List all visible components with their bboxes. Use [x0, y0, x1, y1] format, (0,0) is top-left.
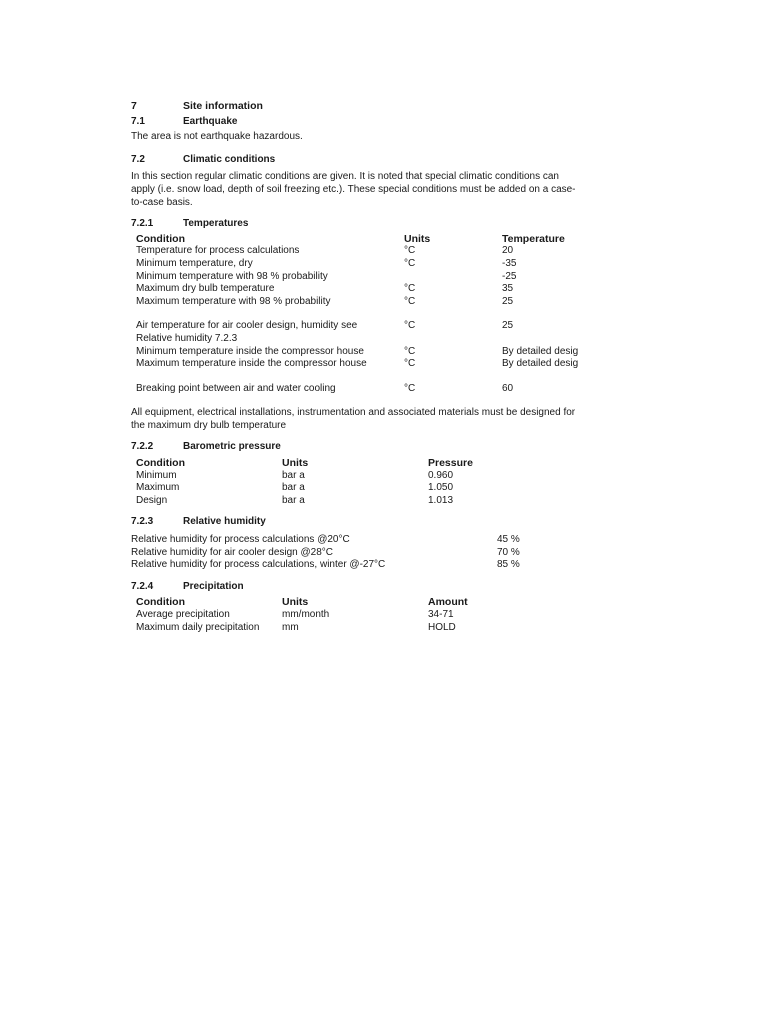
table-header: [136, 596, 601, 609]
table-cell: HOLD: [428, 621, 456, 633]
table-cell: 20: [502, 245, 514, 257]
section-number: 7: [131, 100, 137, 112]
humidity-table: [131, 534, 601, 572]
table-cell: Maximum temperature inside the compressor house: [136, 358, 367, 370]
table-cell: Minimum: [136, 469, 177, 481]
header-cell: Condition: [136, 232, 185, 245]
section-7-2-heading: [131, 154, 601, 167]
table-cell: 1.013: [428, 494, 454, 506]
section-number: 7.2.1: [131, 218, 154, 230]
table-cell: 45 %: [497, 534, 520, 546]
section-number: 7.2: [131, 153, 145, 165]
table-cell: Design: [136, 494, 168, 506]
table-cell: 25: [502, 295, 514, 307]
section-title: Precipitation: [183, 580, 244, 592]
header-cell: Units: [282, 596, 309, 609]
table-cell: Maximum dry bulb temperature: [136, 283, 275, 295]
table-cell: Average precipitation: [136, 609, 230, 620]
table-cell: Minimum temperature with 98 % probability: [136, 270, 328, 282]
temperature-note: All equipment, electrical installations, instrumentation and associated materials must be designed for the maximum dry bulb temperature: [131, 407, 576, 431]
table-cell: °C: [404, 382, 416, 394]
table-cell: mm: [282, 621, 299, 633]
section-title: Temperatures: [183, 218, 249, 230]
table-cell: By detailed desig: [502, 358, 579, 370]
header-cell: Units: [404, 232, 431, 245]
table-cell: 0.960: [428, 469, 454, 481]
section-number: 7.1: [131, 115, 145, 127]
section-7-2-4-heading: [131, 581, 601, 594]
header-cell: Amount: [428, 596, 468, 609]
table-cell: °C: [404, 295, 416, 307]
header-cell: Condition: [136, 457, 185, 470]
table-cell: Breaking point between air and water cooling: [136, 382, 336, 394]
section-7-2-1-heading: [131, 218, 601, 231]
table-cell: -35: [502, 257, 517, 269]
table-cell: °C: [404, 320, 416, 332]
table-row: [136, 609, 601, 622]
section-title: Earthquake: [183, 115, 238, 127]
table-cell: -25: [502, 270, 517, 282]
table-cell: bar a: [282, 469, 305, 481]
table-cell: 1.050: [428, 482, 454, 494]
table-cell: 34-71: [428, 609, 454, 620]
table-row: [136, 283, 601, 296]
table-row: [136, 383, 601, 396]
pressure-table: [136, 457, 601, 507]
table-row: [136, 333, 601, 346]
table-cell: Relative humidity for air cooler design @28°C: [131, 546, 334, 558]
table-cell: 85 %: [497, 559, 520, 571]
table-row: [136, 245, 601, 258]
header-cell: Temperature: [502, 232, 565, 245]
table-row: [136, 296, 601, 309]
temperatures-table: [136, 233, 601, 396]
section-title: Relative humidity: [183, 516, 266, 528]
section-7-2-3-heading: [131, 516, 601, 529]
section-title: Site information: [183, 100, 263, 112]
section-title: Barometric pressure: [183, 441, 281, 453]
section-number: 7.2.4: [131, 580, 154, 592]
table-cell: [404, 333, 502, 346]
table-header: [136, 457, 601, 470]
table-cell: Maximum temperature with 98 % probability: [136, 295, 331, 307]
table-cell: Minimum temperature, dry: [136, 257, 253, 269]
table-cell: Temperature for process calculations: [136, 245, 300, 257]
table-cell: 35: [502, 283, 514, 295]
table-cell: °C: [404, 358, 416, 370]
table-cell: [404, 271, 502, 284]
table-row: [136, 495, 601, 508]
table-cell: °C: [404, 283, 416, 295]
table-row: [136, 271, 601, 284]
section-number: 7.2.3: [131, 516, 154, 528]
precipitation-table: [136, 596, 601, 634]
table-cell: Relative humidity for process calculations, winter @-27°C: [131, 559, 386, 571]
earthquake-text: The area is not earthquake hazardous.: [131, 131, 303, 143]
table-row: [136, 622, 601, 635]
table-row: [136, 358, 601, 371]
table-cell: 60: [502, 382, 514, 394]
table-cell: mm/month: [282, 609, 330, 620]
table-row: [136, 346, 601, 359]
table-cell: °C: [404, 257, 416, 269]
table-cell: Minimum temperature inside the compressor house: [136, 345, 364, 357]
table-header: [136, 233, 601, 246]
table-row: [136, 482, 601, 495]
table-cell: bar a: [282, 494, 305, 506]
table-cell: bar a: [282, 482, 305, 494]
section-7-2-2-heading: [131, 441, 601, 454]
section-title: Climatic conditions: [183, 153, 276, 165]
table-cell: Maximum: [136, 482, 180, 494]
table-cell: Air temperature for air cooler design, humidity see: [136, 320, 358, 332]
table-cell: Relative humidity for process calculations @20°C: [131, 534, 350, 546]
section-7-heading: [131, 100, 601, 113]
table-cell: Maximum daily precipitation: [136, 621, 260, 633]
table-cell: °C: [404, 245, 416, 257]
table-row: [136, 470, 601, 483]
header-cell: Units: [282, 457, 309, 470]
table-cell: 70 %: [497, 546, 520, 558]
section-number: 7.2.2: [131, 441, 154, 453]
table-cell: °C: [404, 345, 416, 357]
climatic-text: In this section regular climatic conditions are given. It is noted that special climatic conditions can apply (i.e. snow load, depth of soil freezing etc.). These special conditions must be added on a case-to-case basis.: [131, 171, 576, 208]
table-cell: 25: [502, 320, 514, 332]
table-cell: By detailed desig: [502, 345, 579, 357]
header-cell: Condition: [136, 596, 185, 609]
table-row: [131, 559, 601, 572]
table-row: [136, 258, 601, 271]
table-row: [136, 320, 601, 333]
table-cell: Relative humidity 7.2.3: [136, 332, 238, 344]
table-row: [131, 534, 601, 547]
table-row: [131, 547, 601, 560]
section-7-1-heading: [131, 116, 601, 129]
document-page: [131, 100, 601, 634]
header-cell: Pressure: [428, 457, 473, 470]
